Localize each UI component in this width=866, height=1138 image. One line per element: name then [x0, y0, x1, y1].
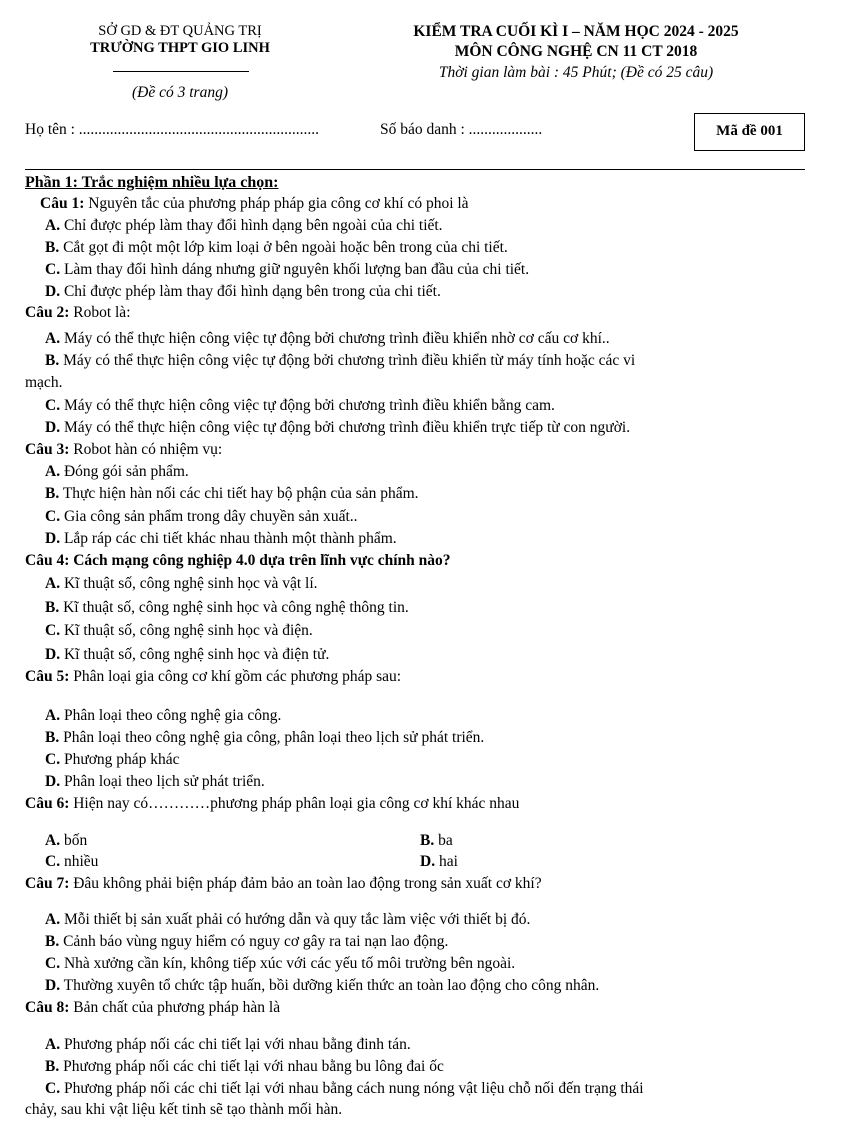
question-label: Câu 5:: [25, 668, 70, 685]
option-d: D. Chỉ được phép làm thay đổi hình dạng bên trong của chi tiết.: [45, 283, 441, 300]
question-label: Câu 6:: [25, 795, 70, 812]
option-a: A. Kĩ thuật số, công nghệ sinh học và vật lí.: [45, 575, 318, 592]
question-label: Câu 4:: [25, 552, 70, 569]
exam-code-box: [694, 113, 805, 151]
option-c: C. Gia công sản phẩm trong dây chuyền sản xuất..: [45, 508, 358, 525]
option-c: C. Làm thay đổi hình dáng nhưng giữ nguyên khối lượng ban đầu của chi tiết.: [45, 261, 530, 278]
question-label: Câu 8:: [25, 999, 70, 1016]
option-c: C. Máy có thể thực hiện công việc tự động bởi chương trình điều khiển bằng cam.: [45, 397, 555, 414]
question-text: Hiện nay có…………phương pháp phân loại gia công cơ khí khác nhau: [69, 795, 520, 812]
school-name: TRƯỜNG THPT GIO LINH: [90, 40, 270, 56]
question-2: [25, 304, 866, 322]
option-d: D. Thường xuyên tổ chức tập huấn, bồi dưỡng kiến thức an toàn lao động cho công nhân.: [45, 977, 600, 994]
question-3: [25, 441, 866, 459]
exam-title: KIỂM TRA CUỐI KÌ I – NĂM HỌC 2024 - 2025: [413, 23, 739, 40]
option-a: A. Mỗi thiết bị sản xuất phải có hướng dẫn và quy tắc làm việc với thiết bị đó.: [45, 911, 531, 928]
option-c: C. Phương pháp nối các chi tiết lại với nhau bằng cách nung nóng vật liệu chỗ nối đến trạng thái: [45, 1080, 644, 1097]
option-a: A. Phương pháp nối các chi tiết lại với nhau bằng đinh tán.: [45, 1036, 411, 1053]
question-label: Câu 2:: [25, 304, 70, 321]
question-text: Robot là:: [69, 304, 131, 321]
option-d: D. hai: [420, 853, 458, 870]
option-b: B. Phương pháp nối các chi tiết lại với nhau bằng bu lông đai ốc: [45, 1058, 444, 1075]
question-5: [25, 668, 866, 686]
option-b: B. Phân loại theo công nghệ gia công, phân loại theo lịch sử phát triển.: [45, 729, 485, 746]
option-b: B. Cảnh báo vùng nguy hiểm có nguy cơ gây ra tai nạn lao động.: [45, 933, 449, 950]
option-d: D. Phân loại theo lịch sử phát triển.: [45, 773, 265, 790]
subject-title: MÔN CÔNG NGHỆ CN 11 CT 2018: [454, 43, 698, 60]
option-b: B. Máy có thể thực hiện công việc tự động bởi chương trình điều khiển từ máy tính hoặc các vi: [45, 352, 636, 369]
exam-code: Mã đề 001: [716, 123, 783, 139]
student-name-field: Họ tên : ..............................................................: [25, 121, 320, 138]
section-divider: [25, 169, 805, 170]
option-b: B. Cắt gọt đi một một lớp kim loại ở bên ngoài hoặc bên trong của chi tiết.: [45, 239, 508, 256]
question-text: Nguyên tắc của phương pháp pháp gia công cơ khí có phoi là: [84, 195, 469, 212]
option-a: A. bốn: [45, 832, 88, 849]
option-c: C. Nhà xưởng cần kín, không tiếp xúc với các yếu tố môi trường bên ngoài.: [45, 955, 516, 972]
question-4: [25, 552, 866, 570]
question-text: Robot hàn có nhiệm vụ:: [69, 441, 223, 458]
option-b: B. Kĩ thuật số, công nghệ sinh học và công nghệ thông tin.: [45, 599, 409, 616]
question-1: [40, 195, 866, 213]
option-d: D. Lắp ráp các chi tiết khác nhau thành một thành phẩm.: [45, 530, 397, 547]
option-b: B. Thực hiện hàn nối các chi tiết hay bộ phận của sản phẩm.: [45, 485, 419, 502]
option-d: D. Kĩ thuật số, công nghệ sinh học và điện tử.: [45, 646, 330, 663]
question-label: Câu 7:: [25, 875, 70, 892]
option-c: C. Phương pháp khác: [45, 751, 180, 768]
option-b: B. ba: [420, 832, 453, 849]
question-label: Câu 3:: [25, 441, 70, 458]
department-name: SỞ GD & ĐT QUẢNG TRỊ: [98, 23, 262, 39]
section-title: Phần 1: Trắc nghiệm nhiều lựa chọn:: [25, 174, 279, 191]
option-c: C. nhiều: [45, 853, 99, 870]
student-id-field: Số báo danh : ...................: [380, 121, 543, 138]
option-c-continuation: chảy, sau khi vật liệu kết tinh sẽ tạo thành mối hàn.: [25, 1101, 343, 1118]
option-d: D. Máy có thể thực hiện công việc tự động bởi chương trình điều khiển trực tiếp từ con người.: [45, 419, 631, 436]
option-b-continuation: mạch.: [25, 374, 63, 391]
option-a: A. Máy có thể thực hiện công việc tự động bởi chương trình điều khiển nhờ cơ cấu cơ khí..: [45, 330, 610, 347]
question-text: Bản chất của phương pháp hàn là: [69, 999, 281, 1016]
option-a: A. Phân loại theo công nghệ gia công.: [45, 707, 282, 724]
option-a: A. Đóng gói sản phẩm.: [45, 463, 189, 480]
option-a: A. Chỉ được phép làm thay đổi hình dạng bên ngoài của chi tiết.: [45, 217, 443, 234]
question-6: [25, 795, 866, 813]
question-text: Phân loại gia công cơ khí gồm các phương pháp sau:: [69, 668, 402, 685]
time-note: Thời gian làm bài : 45 Phút; (Đề có 25 câu): [438, 64, 714, 81]
pages-note: (Đề có 3 trang): [132, 84, 228, 101]
question-text: Đâu không phải biện pháp đảm bảo an toàn lao động trong sản xuất cơ khí?: [69, 875, 542, 892]
header-divider: [113, 71, 249, 72]
question-7: [25, 875, 866, 893]
question-text: Cách mạng công nghiệp 4.0 dựa trên lĩnh vực chính nào?: [69, 552, 451, 569]
question-8: [25, 999, 866, 1017]
question-label: Câu 1:: [40, 195, 85, 212]
option-c: C. Kĩ thuật số, công nghệ sinh học và điện.: [45, 622, 313, 639]
